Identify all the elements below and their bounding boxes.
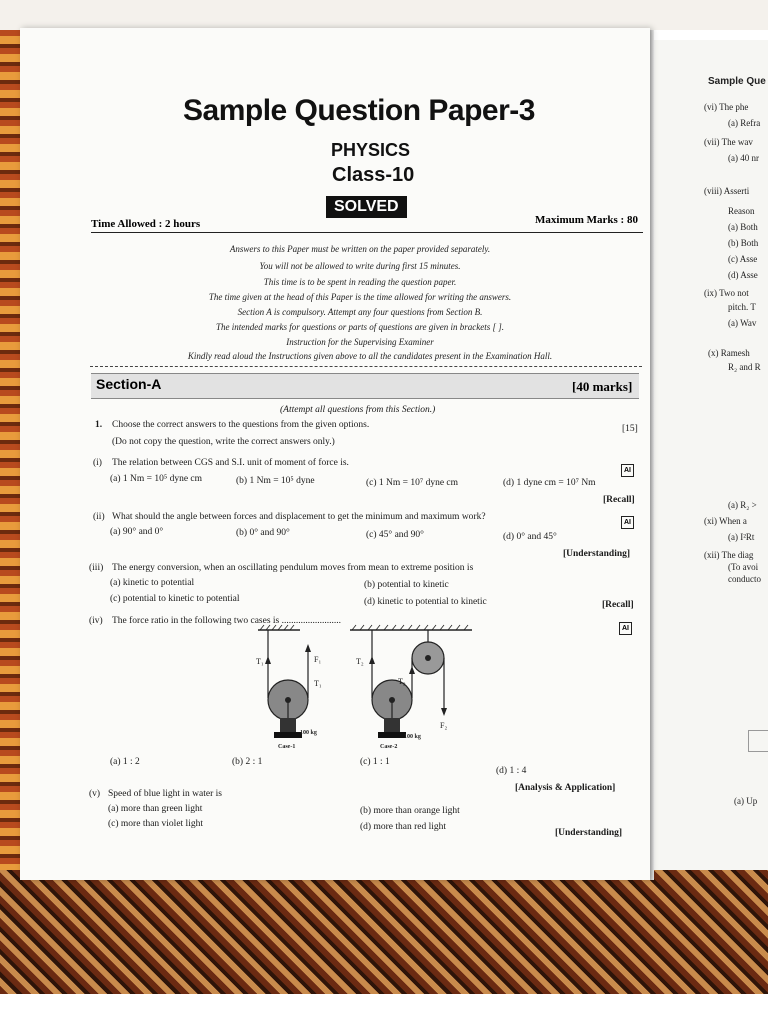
case1-mass	[280, 718, 296, 734]
label-mass2: 100 kg	[404, 734, 421, 740]
right-page-header: Sample Que	[708, 76, 766, 87]
right-line: (x) Ramesh	[708, 348, 750, 358]
ai-badge: AI	[621, 464, 634, 477]
right-line: (a) Up	[734, 796, 758, 806]
case2-base	[378, 732, 406, 738]
instruction-line: Instruction for the Supervising Examiner	[286, 337, 434, 347]
case1-tension-arrow	[265, 656, 271, 664]
table-cloth-bottom	[0, 870, 768, 994]
question-text: The relation between CGS and S.I. unit of moment of force is.	[112, 458, 349, 468]
option: (a) 90° and 0°	[110, 527, 164, 537]
subject-title: PHYSICS	[331, 140, 411, 160]
case1-force-arrow	[305, 644, 311, 652]
option: (b) 0° and 90°	[236, 528, 290, 538]
option: (b) potential to kinetic	[364, 580, 449, 590]
question-number: 1.	[95, 420, 103, 430]
right-line: pitch. T	[728, 302, 756, 312]
case2-tension-arrow-mid	[409, 666, 415, 674]
instruction-line: You will not be allowed to write during first 15 minutes.	[259, 261, 461, 271]
question-text: The force ratio in the following two cases is .........................	[112, 616, 342, 626]
option: (a) more than green light	[108, 804, 203, 814]
right-line: (a) 40 nr	[728, 153, 759, 163]
option: (a) kinetic to potential	[110, 578, 195, 588]
option: (a) 1 : 2	[110, 757, 140, 767]
question-label: (iii)	[89, 563, 104, 573]
right-line: (xi) When a	[704, 516, 747, 526]
right-line: (d) Asse	[728, 270, 758, 280]
right-line: conducto	[728, 574, 761, 584]
label-t2a: T₂	[356, 657, 364, 666]
label-mass1: 100 kg	[300, 730, 317, 736]
solved-badge: SOLVED	[326, 196, 407, 218]
question-label: (ii)	[93, 512, 105, 522]
instruction-line: The intended marks for questions or parts of questions are given in brackets [ ].	[216, 322, 504, 332]
label-t1b: T₁	[314, 679, 322, 688]
ai-badge: AI	[619, 622, 632, 635]
pulley-diagram	[240, 620, 480, 760]
question-tag: [Understanding]	[563, 549, 631, 559]
option: (d) 1 dyne cm = 10⁷ Nm	[503, 478, 596, 488]
question-text: What should the angle between forces and displacement to get the minimum and maximum work?	[112, 512, 486, 522]
class-title: Class-10	[332, 164, 415, 186]
case2-mass	[384, 718, 400, 734]
ai-badge: AI	[621, 516, 634, 529]
right-line: (viii) Asserti	[704, 186, 750, 196]
question-tag: [Analysis & Application]	[515, 783, 616, 793]
right-line: (xii) The diag	[704, 550, 754, 560]
right-line: (a) Refra	[728, 118, 761, 128]
option: (c) 1 Nm = 10⁷ dyne cm	[366, 478, 459, 488]
option: (d) more than red light	[360, 822, 447, 832]
right-line: (To avoi	[728, 562, 759, 572]
background-top	[0, 0, 768, 30]
option: (b) more than orange light	[360, 806, 460, 816]
option: (d) kinetic to potential to kinetic	[364, 597, 487, 607]
right-line: (a) Both	[728, 222, 758, 232]
instruction-line: This time is to be spent in reading the question paper.	[263, 277, 457, 287]
question-subtext: (Do not copy the question, write the correct answers only.)	[112, 437, 335, 447]
instruction-line: Kindly read aloud the Instructions given above to all the candidates present in the Examination Hall.	[187, 351, 553, 361]
time-allowed: Time Allowed : 2 hours	[91, 218, 201, 230]
option: (d) 0° and 45°	[503, 532, 557, 542]
section-note: (Attempt all questions from this Section.)	[280, 405, 436, 415]
background-bottom	[0, 994, 768, 1024]
right-page	[652, 40, 768, 870]
maximum-marks: Maximum Marks : 80	[535, 214, 638, 226]
question-tag: [Recall]	[602, 600, 634, 610]
option: (a) 1 Nm = 10⁵ dyne cm	[110, 474, 203, 484]
option: (c) 1 : 1	[360, 757, 390, 767]
right-line: (a) Wav	[728, 318, 757, 328]
option: (c) more than violet light	[108, 819, 203, 829]
label-f2: F₂	[440, 721, 448, 730]
label-f1: F₁	[314, 655, 322, 664]
option: (c) 45° and 90°	[366, 530, 424, 540]
instructions-divider	[90, 366, 642, 367]
right-line: (ix) Two not	[704, 288, 749, 298]
section-bar	[91, 373, 639, 399]
right-line: (a) I²Rt	[728, 532, 755, 542]
right-line: (vi) The phe	[704, 102, 749, 112]
instruction-line: The time given at the head of this Paper is the time allowed for writing the answers.	[208, 292, 512, 302]
option: (d) 1 : 4	[496, 766, 527, 776]
instruction-line: Section A is compulsory. Attempt any four questions from Section B.	[237, 307, 483, 317]
option: (b) 1 Nm = 10⁵ dyne	[236, 476, 315, 486]
question-label: (v)	[89, 789, 101, 799]
question-marks: [15]	[622, 424, 638, 434]
option: (b) 2 : 1	[232, 757, 263, 767]
right-line: Reason	[728, 206, 755, 216]
case2-tension-arrow	[369, 656, 375, 664]
option: (c) potential to kinetic to potential	[110, 594, 240, 604]
question-text: Choose the correct answers to the questions from the given options.	[112, 420, 370, 430]
question-label: (iv)	[89, 616, 103, 626]
header-divider	[91, 232, 643, 233]
question-tag: [Recall]	[603, 495, 635, 505]
case1-base	[274, 732, 302, 738]
case2-force-arrow	[441, 708, 447, 716]
question-text: Speed of blue light in water is	[108, 789, 222, 799]
label-t2b: T₂	[398, 677, 406, 686]
instruction-line: Answers to this Paper must be written on the paper provided separately.	[229, 244, 491, 254]
section-marks: [40 marks]	[572, 379, 633, 394]
question-text: The energy conversion, when an oscillating pendulum moves from mean to extreme position is	[112, 563, 474, 573]
right-line: (a) R₂ >	[728, 500, 757, 510]
right-line: R₂ and R	[728, 362, 761, 372]
right-line: (b) Both	[728, 238, 759, 248]
page-title: Sample Question Paper-3	[183, 94, 535, 127]
label-t1a: T₁	[256, 657, 264, 666]
case2-fixed-hub	[425, 655, 431, 661]
right-page-box	[748, 730, 768, 752]
right-line: (vii) The wav	[704, 137, 753, 147]
section-title: Section-A	[96, 376, 162, 392]
question-tag: [Understanding]	[555, 828, 623, 838]
question-label: (i)	[93, 458, 102, 468]
label-case2: Case-2	[380, 744, 398, 750]
right-line: (c) Asse	[728, 254, 758, 264]
label-case1: Case-1	[278, 744, 296, 750]
